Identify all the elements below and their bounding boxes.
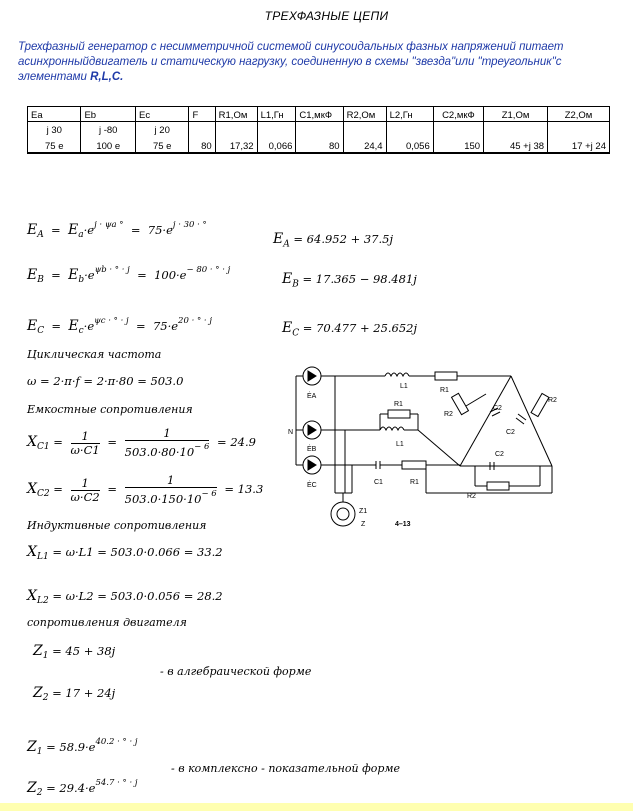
formula-eb: $E_B = E_b\cdot e^{\psi b \cdot ^\circ \cdot j} = 100\cdot e^{- 80 \cdot ^\circ \cdot j}$ [27, 265, 231, 285]
table-header-cell: C2,мкФ [433, 107, 483, 122]
table-cell: 75 e [135, 136, 188, 153]
table-header-cell: R1,Ом [215, 107, 257, 122]
table-cell: 17 +j 24 [548, 136, 610, 153]
label-z1: Z1 [359, 508, 368, 515]
table-cell: 24,4 [343, 136, 386, 153]
table-header-cell: Z2,Ом [548, 107, 610, 122]
table-cell: 0,066 [257, 136, 296, 153]
label-cyclic-frequency: Циклическая частота [27, 348, 162, 361]
source-eb [303, 421, 321, 439]
table-cell: j -80 [81, 122, 136, 137]
table-header-cell: R2,Ом [343, 107, 386, 122]
table-cell: j 20 [135, 122, 188, 137]
label-r1-mid: R1 [394, 401, 403, 408]
label-c2-left: C2 [493, 405, 502, 412]
table-angle-row [28, 122, 610, 137]
table-header-cell: Z1,Ом [484, 107, 548, 122]
formula-omega: ω = 2·π·f = 2·π·80 = 503.0 [27, 374, 184, 388]
source-ec [303, 456, 321, 474]
formula-ec: $E_C = E_c\cdot e^{\psi c \cdot ^\circ \cdot j} = 75\cdot e^{20 \cdot ^\circ \cdot j}$ [27, 316, 212, 336]
table-cell: 100 e [81, 136, 136, 153]
label-r2-bot: R2 [467, 493, 476, 500]
highlight-band [0, 803, 633, 811]
result-eb: $E_B = 17.365 - 98.481j$ [282, 271, 417, 290]
source-ea [303, 367, 321, 385]
table-header-cell: Eb [81, 107, 136, 122]
intro-line-1: Трехфазный генератор с несимметричной системой синусоидальных фазных напряжений питает [18, 41, 564, 53]
page-title: ТРЕХФАЗНЫЕ ЦЕПИ [264, 9, 389, 23]
label-r2-right: R2 [548, 397, 557, 404]
elements-rlc: R,L,C. [90, 71, 124, 83]
label-r1-top: R1 [440, 387, 449, 394]
formula-z1-exponential: $Z_1 = 58.9\cdot e^{40.2 \cdot ^\circ \cdot j}$ [27, 737, 138, 757]
problem-statement [18, 40, 613, 85]
formula-xc2: $X_{C2}$ = $\frac{1}{\omega\cdot C2}$ = $\frac{1}{503.0\cdot 150\cdot 10^{- 6}}$ = 13.3 [27, 473, 264, 506]
table-cell: 0,056 [386, 136, 433, 153]
parameters-table [27, 106, 610, 154]
label-ea: ĖA [307, 393, 317, 400]
table-header-cell: L1,Гн [257, 107, 296, 122]
motor-icon [331, 502, 355, 526]
result-ec: $E_C = 70.477 + 25.652j$ [282, 320, 418, 339]
label-r2-left: R2 [444, 411, 453, 418]
label-l1-top: L1 [400, 383, 408, 390]
label-eb: ĖB [307, 446, 317, 453]
label-inductive-reactance: Индуктивные сопротивления [27, 519, 207, 532]
table-header-cell: L2,Гн [386, 107, 433, 122]
formula-z2-algebraic: $Z_2 = 17 + 24j$ [33, 685, 116, 703]
table-cell: j 30 [28, 122, 81, 137]
formula-z2-exponential: $Z_2 = 29.4\cdot e^{54.7 \cdot ^\circ \cdot j}$ [27, 778, 138, 798]
table-header-cell: C1,мкФ [296, 107, 343, 122]
table-cell: 80 [296, 136, 343, 153]
formula-xc1: $X_{C1}$ = $\frac{1}{\omega\cdot C1}$ = $\frac{1}{503.0\cdot 80\cdot 10^{- 6}}$ = 24.9 [27, 426, 256, 459]
note-exponential-form: - в комплексно - показательной форме [171, 762, 401, 775]
table-header-cell: Ea [28, 107, 81, 122]
formula-xl2: $X_{L2} = \omega\cdot L2 = 503.0\cdot 0.056 = 28.2$ [27, 588, 223, 606]
label-ec: ĖC [307, 482, 317, 489]
label-z: Z [361, 521, 366, 528]
table-cell: 45 +j 38 [484, 136, 548, 153]
table-cell: 75 e [28, 136, 81, 153]
table-value-row [28, 136, 610, 153]
table-cell: 80 [189, 136, 215, 153]
formula-z1-algebraic: $Z_1 = 45 + 38j$ [33, 643, 116, 661]
label-l1-mid: L1 [396, 441, 404, 448]
result-ea: $E_A = 64.952 + 37.5j$ [273, 231, 394, 250]
label-r1-bot: R1 [410, 479, 419, 486]
formula-xl1: $X_{L1} = \omega\cdot L1 = 503.0\cdot 0.066 = 33.2$ [27, 544, 223, 562]
formula-ea: $E_A = E_a\cdot e^{j \cdot \psi a ^\circ} = 75\cdot e^{j \cdot 30 \cdot ^\circ}$ [27, 220, 207, 240]
three-phase-circuit-diagram [290, 358, 565, 538]
table-header-cell: Ec [135, 107, 188, 122]
label-motor-impedance: сопротивления двигателя [27, 616, 187, 629]
figure-number: 4–13 [395, 521, 411, 528]
intro-line-3: элементами R,L,C. [18, 71, 124, 83]
label-n: N [288, 429, 294, 436]
label-c2-bot: C2 [495, 451, 504, 458]
label-capacitive-reactance: Емкостные сопротивления [27, 403, 193, 416]
table-header-row [28, 107, 610, 122]
label-c2-right: C2 [506, 429, 515, 436]
label-c1: C1 [374, 479, 383, 486]
table-cell: 17,32 [215, 136, 257, 153]
table-cell: 150 [433, 136, 483, 153]
table-header-cell: F [189, 107, 215, 122]
intro-line-2: асинхронныйдвигатель и статическую нагрузку, соединенную в схемы "звезда"или "треугольник"с [18, 56, 562, 68]
note-algebraic-form: - в алгебраической форме [160, 665, 312, 678]
